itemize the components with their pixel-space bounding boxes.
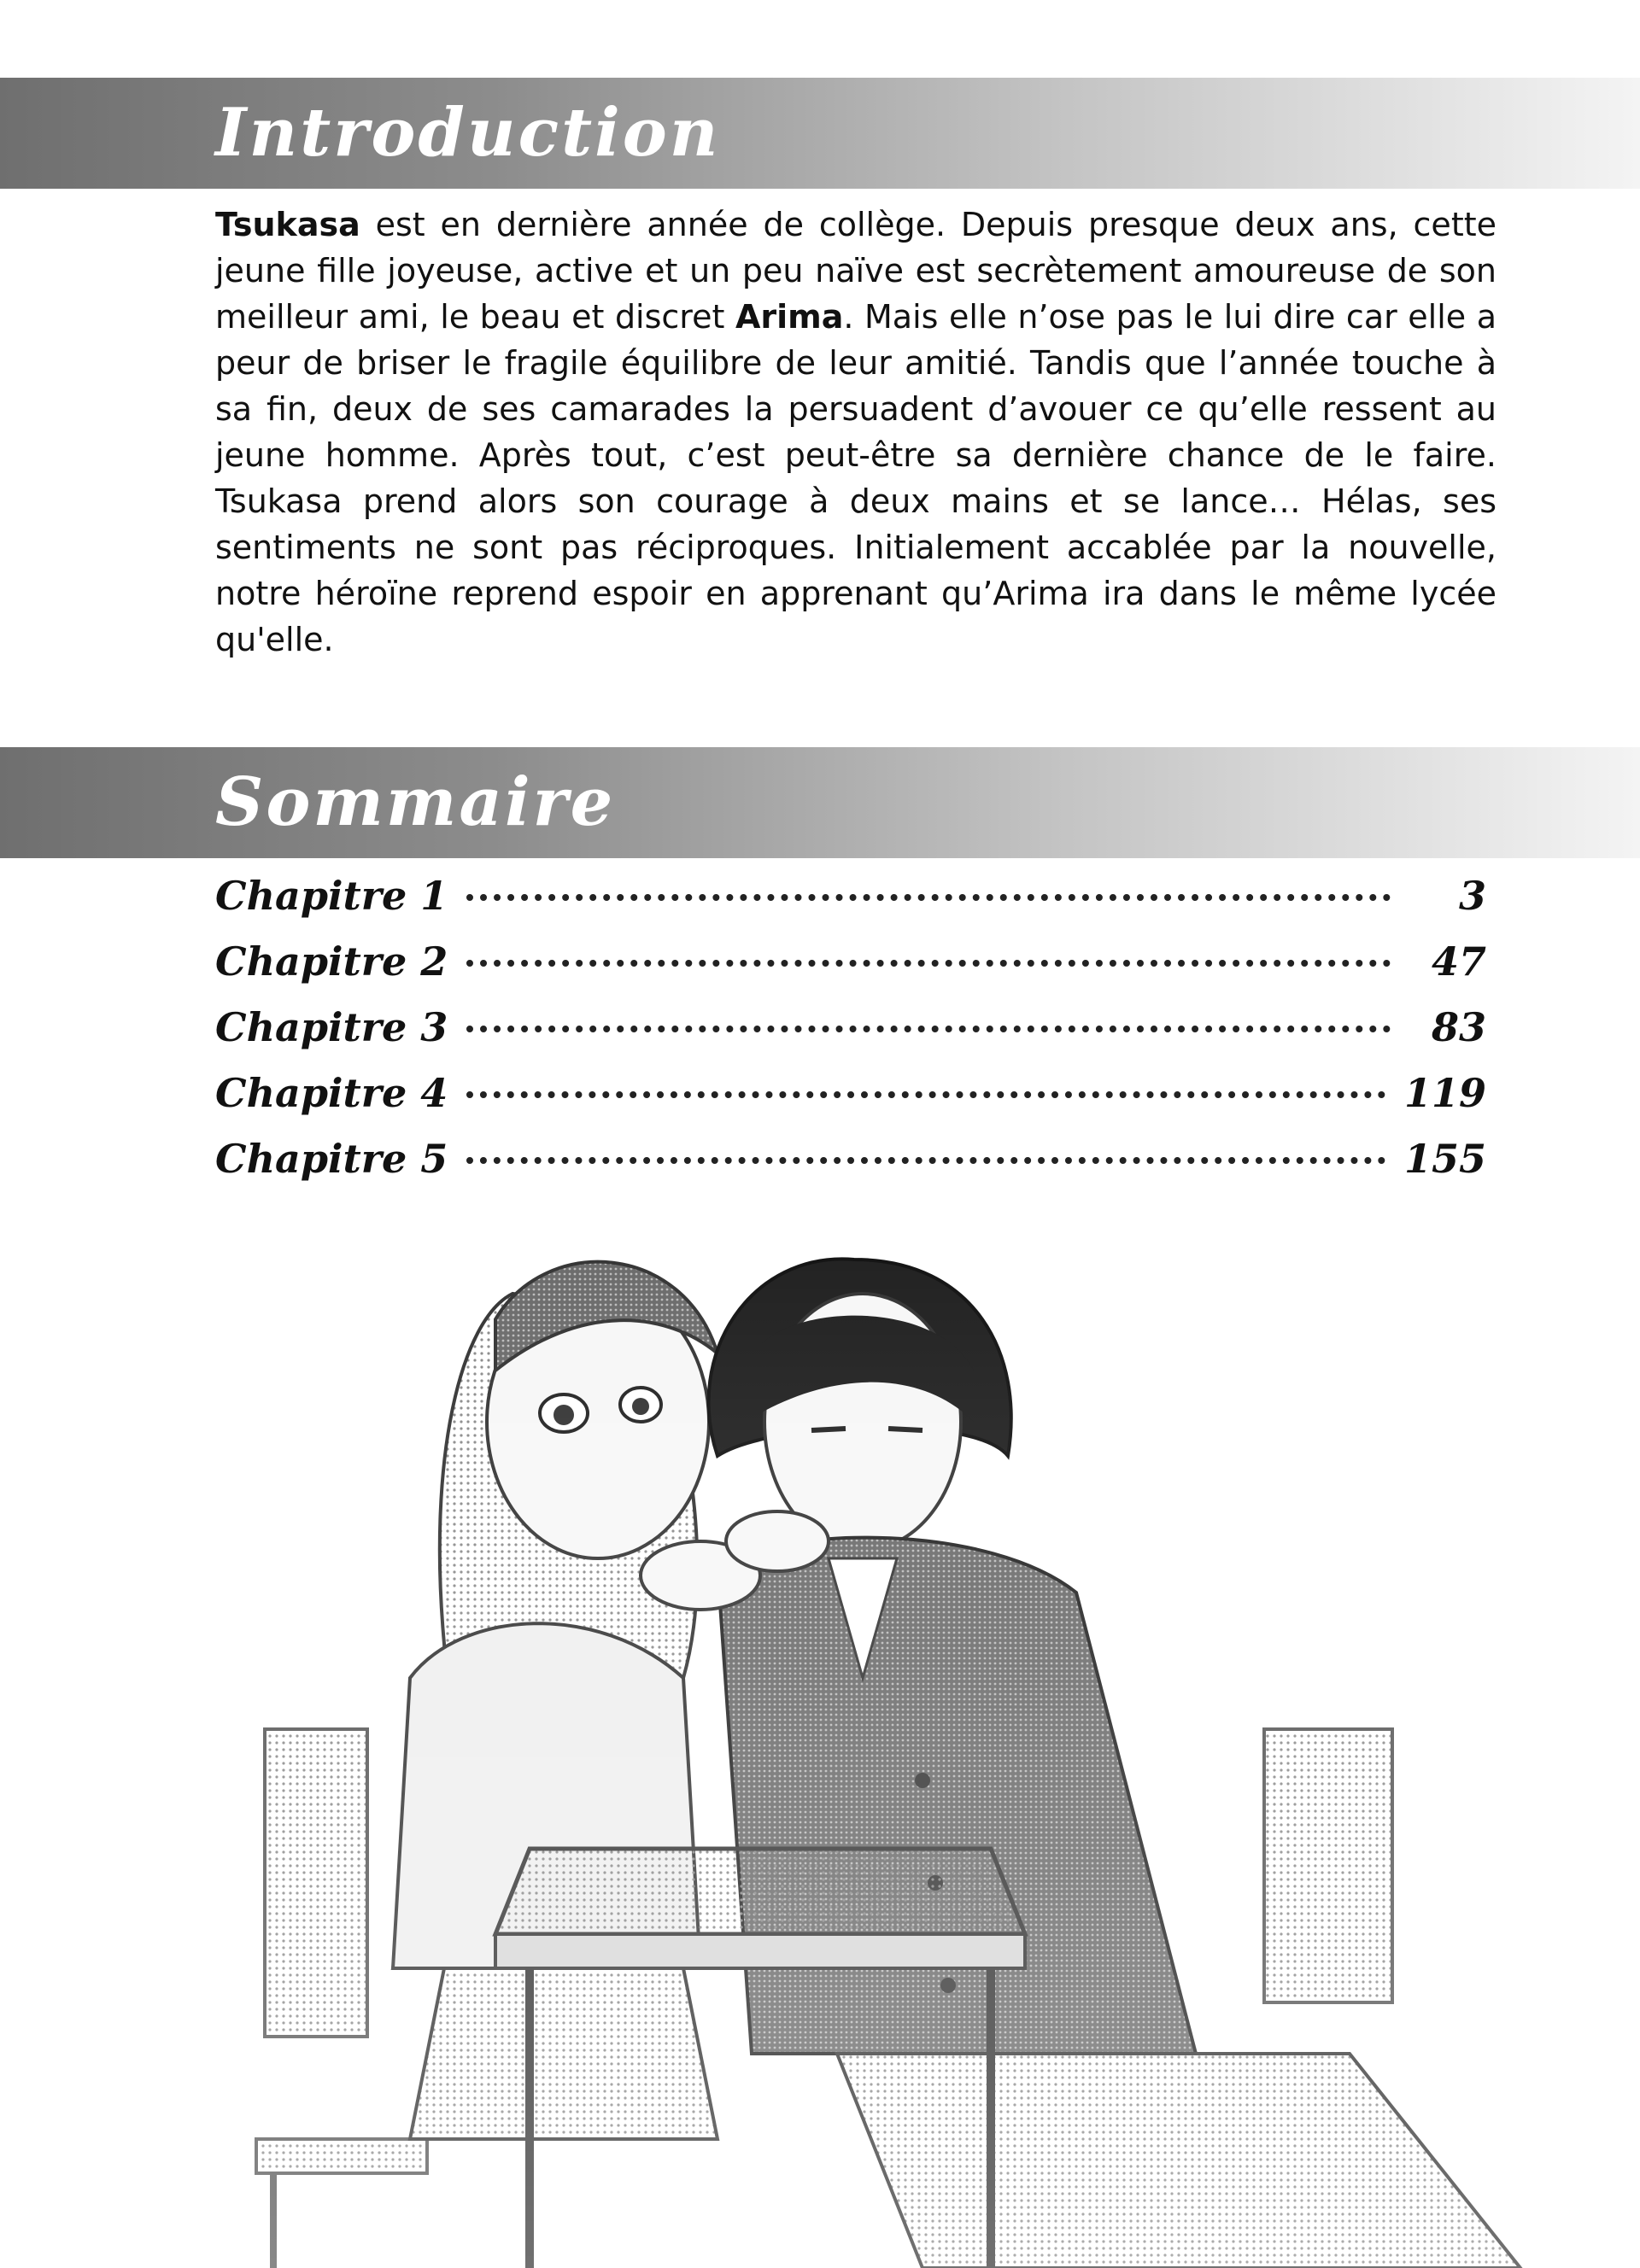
toc-page-number: 83 xyxy=(1431,1004,1486,1050)
toc-dot-leader xyxy=(466,1091,1385,1098)
intro-run: Tsukasa xyxy=(215,206,360,243)
toc-chapter-label: Chapitre 2 xyxy=(215,938,448,985)
toc-dot-leader xyxy=(466,960,1391,967)
manga-illustration xyxy=(239,1200,1589,2268)
toc-page-number: 3 xyxy=(1458,873,1486,919)
table-of-contents xyxy=(215,873,1486,1201)
toc-dot-leader xyxy=(466,894,1391,901)
toc-chapter-label: Chapitre 5 xyxy=(215,1136,448,1182)
toc-dot-leader xyxy=(466,1157,1385,1164)
introduction-paragraph xyxy=(215,202,1496,663)
introduction-title: Introduction xyxy=(215,94,721,172)
toc-chapter-label: Chapitre 1 xyxy=(215,873,448,919)
toc-page-number: 155 xyxy=(1403,1136,1486,1182)
intro-run: est en dernière année de collège. Depuis presque deux ans, cette jeune fille joyeuse, active et un peu naïve est secrètement amoureuse de son meilleur ami, le beau et discret xyxy=(215,206,1496,336)
sommaire-title: Sommaire xyxy=(215,763,616,841)
toc-chapter-label: Chapitre 3 xyxy=(215,1004,448,1050)
intro-run: . Mais elle n’ose pas le lui dire car elle a peur de briser le fragile équilibre de leur amitié. Tandis que l’année touche à sa fin, deux de ses camarades la persuadent d’avouer ce qu’elle ressent au jeune homme. Après tout, c’est peut-être sa dernière chance de le faire. Tsukasa prend alors son courage à deux mains et se lance… Hélas, ses sentiments ne sont pas réciproques. Initialement accablée par la nouvelle, notre héroïne reprend espoir en apprenant qu’Arima ira dans le même lycée qu'elle. xyxy=(215,298,1496,658)
toc-page-number: 47 xyxy=(1431,938,1486,985)
toc-entry xyxy=(215,873,1486,938)
toc-chapter-label: Chapitre 4 xyxy=(215,1070,448,1116)
toc-dot-leader xyxy=(466,1026,1391,1032)
toc-entry xyxy=(215,1070,1486,1136)
toc-page-number: 119 xyxy=(1403,1070,1486,1116)
toc-entry xyxy=(215,938,1486,1004)
toc-entry xyxy=(215,1004,1486,1070)
introduction-banner xyxy=(0,78,1640,189)
sommaire-banner xyxy=(0,747,1640,858)
toc-entry xyxy=(215,1136,1486,1201)
intro-run: Arima xyxy=(735,298,844,336)
